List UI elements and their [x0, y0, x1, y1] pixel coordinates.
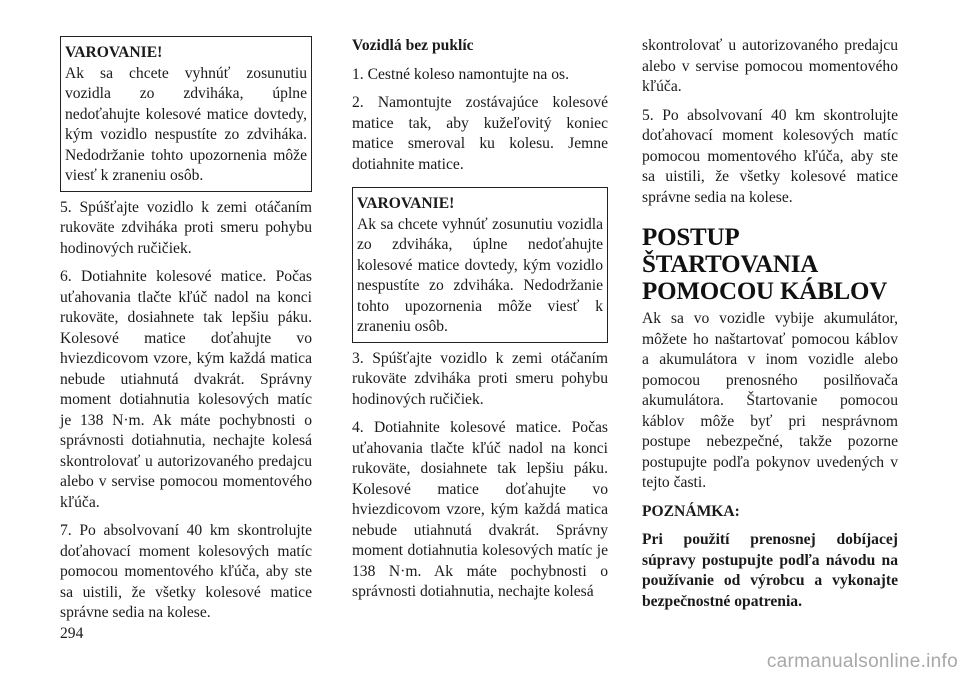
step-3-paragraph: 3. Spúšťajte vozidlo k zemi otáčaním rukoväte zdviháka proti smeru pohybu hodinových ručičiek. [352, 349, 608, 408]
note-text: Pri použití prenosnej dobíjacej súpravy postupujte podľa návodu na používanie od výrobcu a vykonajte bezpečnostné opatrenia. [642, 531, 898, 610]
warning-text: Ak sa chcete vyhnúť zosunutiu vozidla zo zdviháka, úplne nedoťahujte kolesové matice dovtedy, kým vozidlo nespustíte zo zdviháka. Nedodržanie tohto upozornenia môže viesť k zraneniu osôb. [65, 64, 307, 184]
page-number: 294 [60, 625, 84, 642]
step-4-paragraph: 4. Dotiahnite kolesové matice. Počas uťahovania tlačte kľúč nadol na konci rukoväte, dosiahnete tak lepšiu páku. Kolesové matice doťahujte vo hviezdicovom vzore, kým každá matica nebude utiahnutá dvakrát. Správny moment dotiahnutia kolesových matíc je 138 N·m. Ak máte pochybnosti o správnosti dotiahnutia, nechajte kolesá [352, 419, 608, 600]
subheading: Vozidlá bez puklíc [352, 37, 474, 54]
warning-title: VAROVANIE! [65, 44, 163, 61]
warning-box [60, 36, 312, 192]
step-7-paragraph: 7. Po absolvovaní 40 km skontrolujte doťahovací moment kolesových matíc pomocou momentového kľúča, aby ste sa uistili, že všetky kolesové matice správne sedia na kolese. [60, 522, 312, 621]
step-5-paragraph: 5. Po absolvovaní 40 km skontrolujte doťahovací moment kolesových matíc pomocou momentového kľúča, aby ste sa uistili, že všetky kolesové matice správne sedia na kolese. [642, 106, 898, 206]
step-2-paragraph: 2. Namontujte zostávajúce kolesové matice tak, aby kužeľovitý koniec matice smeroval ku kolesu. Jemne dotiahnite matice. [352, 94, 608, 173]
warning-title: VAROVANIE! [357, 195, 455, 212]
column-left [60, 36, 312, 632]
step-1-paragraph: 1. Cestné koleso namontujte na os. [352, 65, 569, 83]
step-6-paragraph: 6. Dotiahnite kolesové matice. Počas uťahovania tlačte kľúč nadol na konci rukoväte, dosiahnete tak lepšiu páku. Kolesové matice doťahujte vo hviezdicovom vzore, kým každá matica nebude utiahnutá dvakrát. Správny moment dotiahnutia kolesových matíc je 138 N·m. Ak máte pochybnosti o správnosti dotiahnutia, nechajte kolesá skontrolovať u autorizovaného predajcu alebo v servise pomocou momentového kľúča. [60, 268, 312, 511]
warning-text: Ak sa chcete vyhnúť zosunutiu vozidla zo zdviháka, úplne nedoťahujte kolesové matice dovtedy, kým vozidlo nespustíte zo zdviháka. Nedodržanie tohto upozornenia môže viesť k zraneniu osôb. [357, 215, 603, 335]
column-middle [352, 36, 608, 611]
section-heading: POSTUP ŠTARTOVANIA POMOCOU KÁBLOV [642, 224, 888, 305]
column-right [642, 36, 898, 620]
step-5-paragraph: 5. Spúšťajte vozidlo k zemi otáčaním rukoväte zdviháka proti smeru pohybu hodinových ručičiek. [60, 198, 312, 257]
continued-paragraph: skontrolovať u autorizovaného predajcu alebo v servise pomocou momentového kľúča. [642, 37, 898, 95]
watermark: carmanualsonline.info [766, 651, 958, 672]
note-label: POZNÁMKA: [642, 502, 740, 520]
intro-paragraph: Ak sa vo vozidle vybije akumulátor, môžete ho naštartovať pomocou káblov a akumulátora v inom vozidle alebo pomocou prenosného posilňovača akumulátora. Štartovanie pomocou káblov môže byť pri nesprávnom postupe nebezpečné, takže pozorne postupujte podľa pokynov uvedených v tejto časti. [642, 310, 898, 491]
warning-box [352, 187, 608, 343]
